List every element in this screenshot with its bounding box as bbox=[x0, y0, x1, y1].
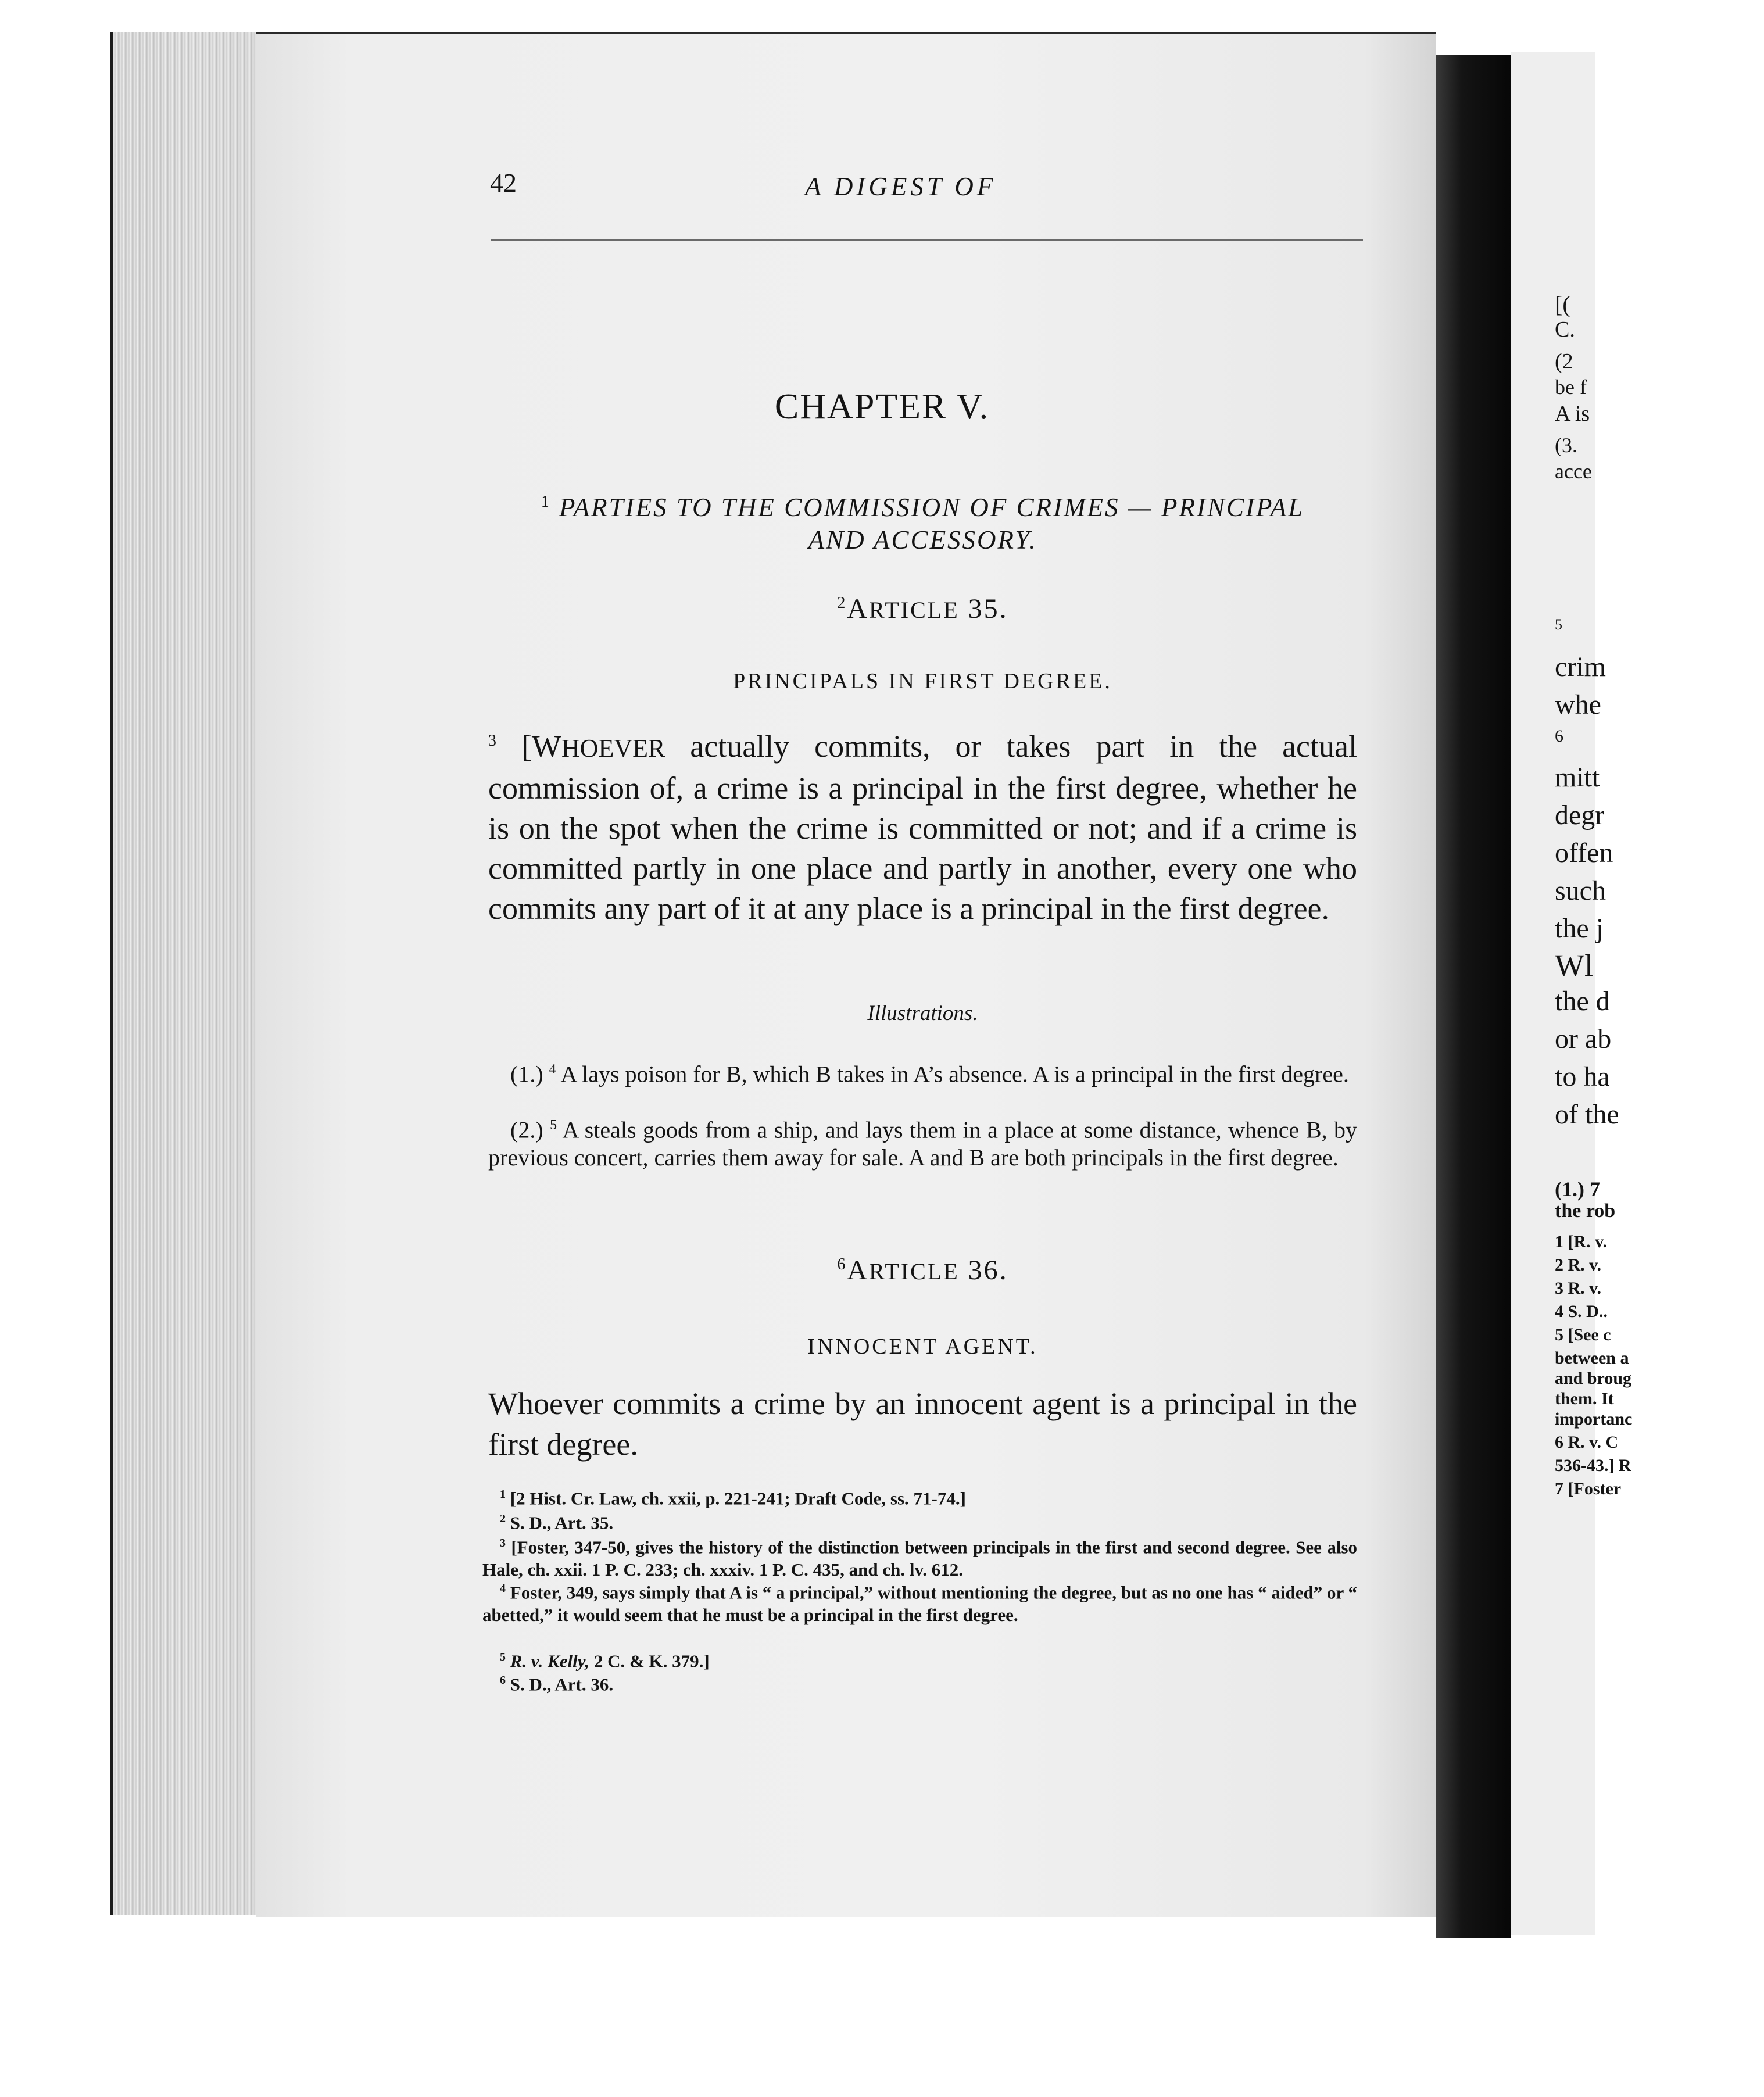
footnote-marker: 1 bbox=[541, 493, 551, 511]
facing-page-fragment: the rob bbox=[1555, 1200, 1616, 1222]
footnote-3 bbox=[482, 1532, 1357, 1581]
facing-page-fragment: 5 [See c bbox=[1555, 1325, 1611, 1344]
article-label-rest: RTICLE bbox=[869, 1258, 960, 1284]
footnote-1 bbox=[482, 1483, 1357, 1509]
footnote-text: S. D., Art. 35. bbox=[510, 1512, 614, 1533]
facing-page-fragment: 6 bbox=[1555, 727, 1563, 746]
facing-page-fragment: crim bbox=[1555, 652, 1606, 682]
facing-page-fragment: 3 R. v. bbox=[1555, 1279, 1602, 1298]
article-35-body: actually commits, or takes part in the actual commission of, a crime is a principal in the first degree, whether he is on the spot when the crime is committed or not; and if a crime is committed partly in one place and partly in another, every one who commits any part of it at any place is a principal in the first degree. bbox=[488, 729, 1357, 926]
illustration-text: A steals goods from a ship, and lays them in a place at some distance, whence B, by previous concert, carries them away for sale. A and B are both principals in the first degree. bbox=[488, 1117, 1358, 1171]
facing-page-fragment: whe bbox=[1555, 689, 1601, 720]
footnote-text: Foster, 349, says simply that A is “ a principal,” without mentioning the degree, but as no one has “ aided” or “ abetted,” it would seem that he must be a principal in the first degree. bbox=[482, 1582, 1358, 1626]
footnote-text: 2 C. & K. 379.] bbox=[593, 1651, 710, 1672]
illustrations-heading: Illustrations. bbox=[867, 1001, 978, 1025]
facing-page-fragment: or ab bbox=[1555, 1024, 1612, 1054]
page-number: 42 bbox=[490, 168, 517, 198]
facing-page-fragment: mitt bbox=[1555, 762, 1600, 793]
article-36-heading: INNOCENT AGENT. bbox=[807, 1334, 1038, 1359]
footnote-text: [Foster, 347-50, gives the history of the distinction between principals in the first and second degree. See also Hale, ch. xxii. 1 P. C. 233; ch. xxxiv. 1 P. C. 435, and ch. lv. 612. bbox=[482, 1537, 1358, 1580]
facing-page-fragment: C. bbox=[1555, 317, 1575, 342]
footnote-4 bbox=[482, 1577, 1357, 1626]
footnote-text: [2 Hist. Cr. Law, ch. xxii, p. 221-241; Draft Code, ss. 71-74.] bbox=[510, 1488, 966, 1509]
facing-page-fragment: and broug bbox=[1555, 1369, 1632, 1388]
book-page-left bbox=[256, 32, 1436, 1917]
text-lead-word: HOEVER bbox=[561, 734, 665, 763]
footnote-marker: 2 bbox=[500, 1512, 506, 1525]
facing-page-fragment: (2 bbox=[1555, 349, 1573, 374]
facing-page-fragment: 6 R. v. C bbox=[1555, 1433, 1619, 1452]
facing-page-fragment: be f bbox=[1555, 375, 1587, 399]
facing-page-fragment: 1 [R. v. bbox=[1555, 1232, 1607, 1251]
facing-page-fragment: such bbox=[1555, 875, 1606, 906]
footnote-marker: 4 bbox=[549, 1062, 556, 1077]
running-head: A DIGEST OF bbox=[805, 172, 997, 201]
facing-page-fragment: 2 R. v. bbox=[1555, 1255, 1602, 1275]
facing-page-fragment: to ha bbox=[1555, 1061, 1610, 1092]
facing-page-fragment: degr bbox=[1555, 800, 1605, 831]
article-36-label bbox=[482, 1254, 1363, 1286]
illustration-1 bbox=[488, 1055, 1357, 1088]
footnote-6 bbox=[482, 1669, 1357, 1695]
facing-page-fragment: the j bbox=[1555, 913, 1604, 944]
chapter-subtitle-line1: PARTIES TO THE COMMISSION OF CRIMES — PRINCIPAL bbox=[559, 493, 1305, 522]
article-35-text bbox=[488, 721, 1357, 929]
illustration-2 bbox=[488, 1111, 1357, 1172]
facing-page-fragment: importanc bbox=[1555, 1409, 1633, 1429]
article-number: 36. bbox=[968, 1255, 1008, 1286]
facing-page-fragment: them. It bbox=[1555, 1389, 1614, 1408]
facing-page-fragment: 7 [Foster bbox=[1555, 1479, 1622, 1498]
footnote-case-name: R. v. Kelly, bbox=[510, 1651, 590, 1672]
chapter-subtitle bbox=[482, 486, 1363, 556]
facing-page-fragment: 5 bbox=[1555, 616, 1562, 633]
article-35-label bbox=[482, 593, 1363, 625]
article-label-initial: A bbox=[847, 593, 870, 624]
footnote-marker: 4 bbox=[500, 1582, 506, 1595]
footnote-marker: 5 bbox=[500, 1651, 506, 1663]
footnote-marker: 5 bbox=[550, 1118, 557, 1133]
facing-page-fragment: 536-43.] R bbox=[1555, 1456, 1631, 1475]
chapter-subtitle-line2: AND ACCESSORY. bbox=[808, 525, 1037, 554]
book-page-right-partial bbox=[1511, 52, 1633, 1935]
illustration-number: (2.) bbox=[510, 1117, 543, 1143]
article-35-heading: PRINCIPALS IN FIRST DEGREE. bbox=[733, 669, 1112, 693]
footnote-marker: 3 bbox=[488, 732, 496, 750]
facing-page-fragment: offen bbox=[1555, 838, 1613, 868]
article-number: 35. bbox=[968, 593, 1008, 624]
footnote-text: S. D., Art. 36. bbox=[510, 1674, 614, 1695]
facing-page-fragment: (3. bbox=[1555, 434, 1577, 457]
article-label-initial: A bbox=[847, 1255, 870, 1286]
facing-page-fragment: acce bbox=[1555, 460, 1592, 483]
chapter-title: CHAPTER V. bbox=[774, 387, 990, 427]
footnote-marker: 3 bbox=[500, 1537, 506, 1550]
facing-page-fragment: the d bbox=[1555, 986, 1610, 1017]
facing-page-fragment: Wl bbox=[1555, 948, 1593, 983]
footnote-2 bbox=[482, 1508, 1357, 1534]
header-rule bbox=[491, 239, 1363, 241]
page-edges-stack bbox=[110, 32, 256, 1915]
footnote-5 bbox=[482, 1646, 1357, 1672]
facing-page-fragment: (1.) 7 bbox=[1555, 1178, 1600, 1201]
illustration-number: (1.) bbox=[510, 1061, 543, 1087]
illustration-text: A lays poison for B, which B takes in A’s absence. A is a principal in the first degree. bbox=[560, 1061, 1349, 1087]
book-gutter-shadow bbox=[1436, 55, 1511, 1938]
footnote-marker: 1 bbox=[500, 1488, 506, 1501]
article-36-text: Whoever commits a crime by an innocent agent is a principal in the first degree. bbox=[488, 1386, 1357, 1462]
article-label-rest: RTICLE bbox=[869, 597, 960, 623]
footnote-marker: 6 bbox=[837, 1255, 847, 1273]
facing-page-fragment: [( bbox=[1555, 291, 1570, 317]
facing-page-fragment: of the bbox=[1555, 1099, 1619, 1130]
facing-page-fragment: between a bbox=[1555, 1348, 1629, 1368]
footnote-marker: 6 bbox=[500, 1674, 506, 1687]
text-bracket-initial: [W bbox=[521, 729, 561, 764]
facing-page-fragment: A is bbox=[1555, 402, 1590, 426]
facing-page-fragment: 4 S. D.. bbox=[1555, 1302, 1608, 1321]
footnote-marker: 2 bbox=[837, 594, 847, 612]
